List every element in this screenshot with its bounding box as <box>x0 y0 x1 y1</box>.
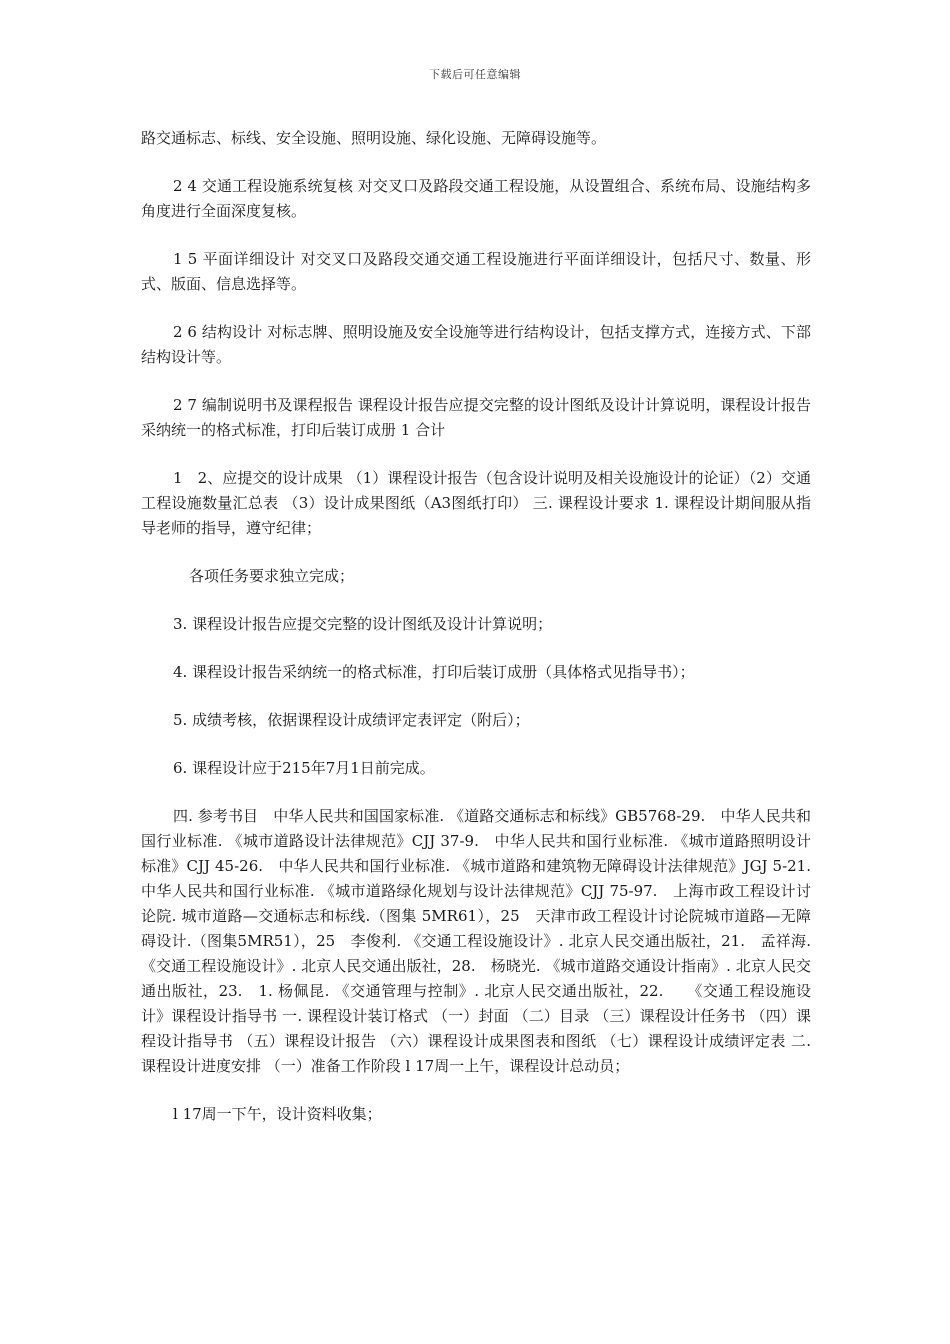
paragraph-4: 2 6 结构设计 对标志牌、照明设施及安全设施等进行结构设计，包括支撑方式，连接方式、下部结构设计等。 <box>141 323 811 366</box>
paragraph-5: 2 7 编制说明书及课程报告 课程设计报告应提交完整的设计图纸及设计计算说明，课程设计报告采纳统一的格式标准，打印后装订成册 1 合计 <box>141 396 811 439</box>
paragraph-3: 1 5 平面详细设计 对交叉口及路段交通交通工程设施进行平面详细设计，包括尺寸、数量、形式、版面、信息选择等。 <box>141 250 811 293</box>
page-header: 下载后可任意编辑 <box>429 68 521 81</box>
paragraph-10: 5. 成绩考核，依据课程设计成绩评定表评定（附后）； <box>173 711 530 729</box>
paragraph-1: 路交通标志、标线、安全设施、照明设施、绿化设施、无障碍设施等。 <box>141 129 607 147</box>
paragraph-7: 各项任务要求独立完成； <box>189 567 355 585</box>
paragraph-9: 4. 课程设计报告采纳统一的格式标准，打印后装订成册（具体格式见指导书）； <box>173 663 695 681</box>
paragraph-8: 3. 课程设计报告应提交完整的设计图纸及设计计算说明； <box>173 615 553 633</box>
paragraph-13: l 17周一下午，设计资料收集； <box>173 1105 382 1123</box>
paragraph-12-references: 四. 参考书目 中华人民共和国国家标准. 《道路交通标志和标线》GB5768-29. 中华人民共和国行业标准. 《城市道路设计法律规范》CJJ 37-9. 中华人民共和国行业标准. 《城市道路照明设计标准》CJJ 45-26. 中华人民共和国行业标准. 《城市道路和建筑物无障碍设计法律规范》JGJ 5-21. 中华人民共和国行业标准. 《城市道路绿化规划与设计法律规范》CJJ 75-97. 上海市政工程设计讨论院. 城市道路—交通标志和标线.（图集 5MR61），25 天津市政工程设计讨论院城市道路—无障碍设计.（图集5MR51），25 李俊利. 《交通工程设施设计》. 北京人民交通出版社，21. 孟祥海. 《交通工程设施设计》. 北京人民交通出版社，28. 杨晓光. 《城市道路交通设计指南》. 北京人民交通出版社，23. 1. 杨佩昆. 《交通管理与控制》. 北京人民交通出版社，22. 《交通工程设施设计》课程设计指导书 一. 课程设计装订格式 （一）封面 （二）目录 （三）课程设计任务书 （四）课程设计指导书 （五）课程设计报告 （六）课程设计成果图表和图纸 （七）课程设计成绩评定表 二. 课程设计进度安排 （一）准备工作阶段 l 17周一上午，课程设计总动员； <box>141 807 827 1075</box>
document-body <box>141 126 827 1150</box>
paragraph-6: 1 2、应提交的设计成果 （1）课程设计报告（包含设计说明及相关设施设计的论证）（2）交通工程设施数量汇总表 （3）设计成果图纸（A3图纸打印） 三. 课程设计要求 1. 课程设计期间服从指导老师的指导，遵守纪律； <box>141 469 811 537</box>
paragraph-2: 2 4 交通工程设施系统复核 对交叉口及路段交通工程设施，从设置组合、系统布局、设施结构多角度进行全面深度复核。 <box>141 177 811 220</box>
paragraph-11: 6. 课程设计应于215年7月1日前完成。 <box>173 759 435 777</box>
